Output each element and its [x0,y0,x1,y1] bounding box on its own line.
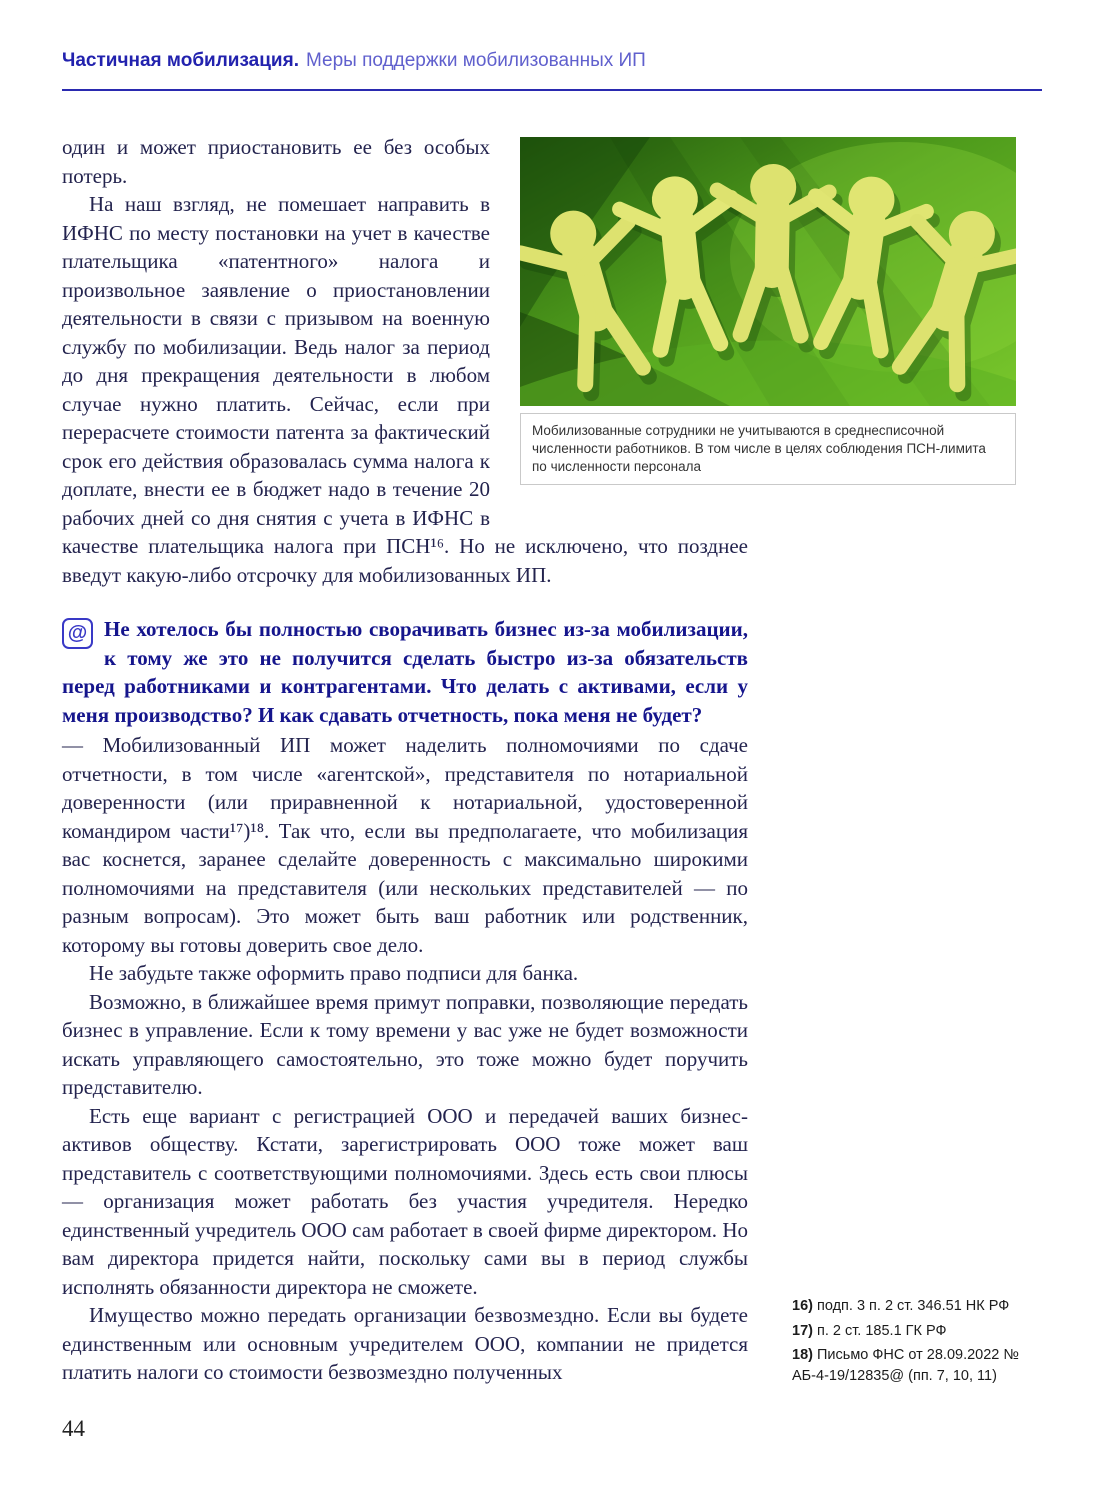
footnote-text: Письмо ФНС от 28.09.2022 № АБ-4-19/12835@ (пп. 7, 10, 11) [792,1347,1019,1384]
page-header [62,50,1042,72]
footnote-number: 18) [792,1347,813,1363]
paper-people-photo [520,137,1016,406]
at-symbol: @ [67,622,88,644]
footnote-number: 17) [792,1322,813,1339]
section-title: Частичная мобилизация. [62,50,299,71]
paper-people-illustration [520,137,1016,406]
article-subtitle: Меры поддержки мобилизованных ИП [305,50,646,71]
answer-paragraph: Не забудьте также оформить право подписи для банка. [89,961,579,985]
photo-figure [520,137,1016,485]
footnotes [792,1296,1050,1390]
photo-caption: Мобилизованные сотрудники не учитываются в среднесписочной численности работников. В том числе в целях соблюдения ПСН-лимита по численности персонала [520,413,1016,485]
body-paragraph: На наш взгляд, не помешает направить в ИФНС по месту постановки на учет в качестве плательщика «патентного» налога и произвольное заявление о приостановлении деятельности в связи с призывом на военную службу по мобилизации. Ведь налог за период до дня прекращения деятельности в любом случае нужно платить. Сейчас, если при перерасчете стоимости патента за фактический срок его действия образовалась сумма налога к доплате, внести ее в бюджет надо в течение 20 рабочих дней со дня снятия с учета в ИФНС в качестве плательщика налога при ПСН¹⁶. Но не исключено, что позднее введут какую-либо отсрочку для мобилизованных ИП. [62,192,748,587]
email-at-icon [62,618,93,649]
footnote-text: п. 2 ст. 185.1 ГК РФ [817,1322,947,1339]
footnote-text: подп. 3 п. 2 ст. 346.51 НК РФ [817,1298,1010,1314]
answer-paragraph: Имущество можно передать организации безвозмездно. Если вы будете единственным или основным учредителем ООО, компании не придется платить налоги со стоимости безвозмездно полученных [62,1303,748,1384]
answer-paragraph: — Мобилизованный ИП может наделить полномочиями по сдаче отчетности, в том числе «агентской», представителя по нотариальной доверенности (или приравненной к нотариальной, удостоверенной командиром части¹⁷)¹⁸. Так что, если вы предполагаете, что мобилизация вас коснется, заранее сделайте доверенность с максимально широкими полномочиями на представителя (или нескольких представителей — по разным вопросам). Это может быть ваш работник или родственник, которому вы готовы доверить свое дело. [62,733,748,957]
header-divider [62,89,1042,91]
footnote [792,1321,1050,1342]
reader-question-block [62,615,748,729]
footnote [792,1345,1050,1386]
question-text: Не хотелось бы полностью сворачивать бизнес из-за мобилизации, к тому же это не получится сделать быстро из-за обязательств перед работниками и контрагентами. Что делать с активами, если у меня производство? И как сдавать отчетность, пока меня не будет? [62,617,748,727]
footnote-number: 16) [792,1298,813,1314]
page-number: 44 [62,1416,85,1441]
answer-paragraph: Возможно, в ближайшее время примут поправки, позволяющие передать бизнес в управление. Если к тому времени у вас уже не будет возможности искать управляющего самостоятельно, это тоже можно будет поручить представителю. [62,989,748,1099]
answer-paragraph: Есть еще вариант с регистрацией ООО и передачей ваших бизнес-активов обществу. Кстати, зарегистрировать ООО тоже может ваш представитель с соответствующими полномочиями. Здесь есть свои плюсы — организация может работать без участия учредителя. Нередко единственный учредитель ООО сам работает в своей фирме директором. Но вам директора придется найти, поскольку сами вы в период службы исполнять обязанности директора не сможете. [62,1103,748,1299]
footnote [792,1296,1050,1317]
body-paragraph: один и может приостановить ее без особых потерь. [62,135,490,188]
